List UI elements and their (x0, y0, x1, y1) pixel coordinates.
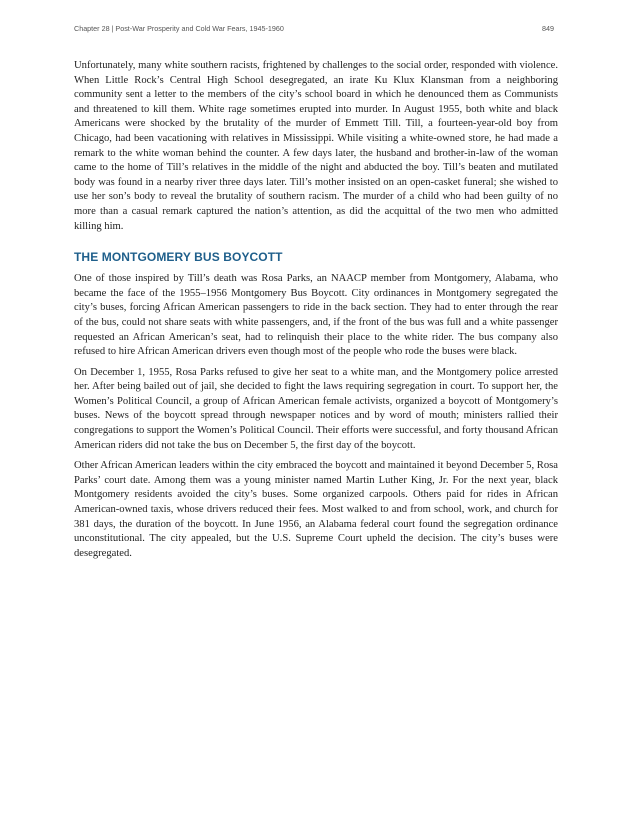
page-number: 849 (542, 23, 554, 33)
running-header (74, 22, 554, 34)
section-heading: THE MONTGOMERY BUS BOYCOTT (74, 250, 283, 265)
paragraph-3: On December 1, 1955, Rosa Parks refused to give her seat to a white man, and the Montgomery police arrested her. After being bailed out of jail, she decided to fight the laws requiring segregation in court. To support her, the Women’s Political Council, a group of African American female activists, organized a boycott of Montgomery’s buses. News of the boycott spread through newspaper notices and by word of mouth; ministers rallied their congregations to support the Women’s Political Council. Their efforts were successful, and forty thousand African American riders did not take the bus on December 5, the first day of the boycott. (74, 366, 558, 451)
chapter-title: Chapter 28 | Post-War Prosperity and Cold War Fears, 1945-1960 (74, 23, 284, 33)
paragraph-4: Other African American leaders within the city embraced the boycott and maintained it beyond December 5, Rosa Parks’ court date. Among them was a young minister named Martin Luther King, Jr. For the next year, black Montgomery residents avoided the city’s buses. Some organized carpools. Others paid for rides in African American-owned taxis, whose drivers reduced their fees. Most walked to and from school, work, and church for 381 days, the duration of the boycott. In June 1956, an Alabama federal court found the segregation ordinance unconstitutional. The city appealed, but the U.S. Supreme Court upheld the decision. The city’s buses were desegregated. (74, 460, 558, 559)
page-content (74, 59, 558, 567)
paragraph-2: One of those inspired by Till’s death was Rosa Parks, an NAACP member from Montgomery, Alabama, who became the face of the 1955–1956 Montgomery Bus Boycott. City ordinances in Montgomery segregated the city’s buses, forcing African American passengers to ride in the back section. They had to enter through the rear of the bus, could not share seats with white passengers, and, if the front of the bus was full and a white passenger requested an African American’s seat, had to relinquish their place to the white rider. The bus company also refused to hire African American drivers even though most of the people who rode the buses were black. (74, 273, 558, 358)
paragraph-1: Unfortunately, many white southern racists, frightened by challenges to the social order, responded with violence. When Little Rock’s Central High School desegregated, an irate Ku Klux Klansman from a neighboring community sent a letter to the members of the city’s school board in which he denounced them as Communists and threatened to kill them. White rage sometimes erupted into murder. In August 1955, both white and black Americans were shocked by the brutality of the murder of Emmett Till. Till, a fourteen-year-old boy from Chicago, had been vacationing with relatives in Mississippi. While visiting a white-owned store, he had made a remark to the white woman behind the counter. A few days later, the husband and brother-in-law of the woman came to the home of Till’s relatives in the middle of the night and abducted the boy. Till’s beaten and mutilated body was found in a nearby river three days later. Till’s mother insisted on an open-casket funeral; she wished to use her son’s body to reveal the brutality of southern racism. The murder of a child who had been guilty of no more than a casual remark captured the nation’s attention, as did the acquittal of the two men who admitted killing him. (74, 60, 558, 232)
